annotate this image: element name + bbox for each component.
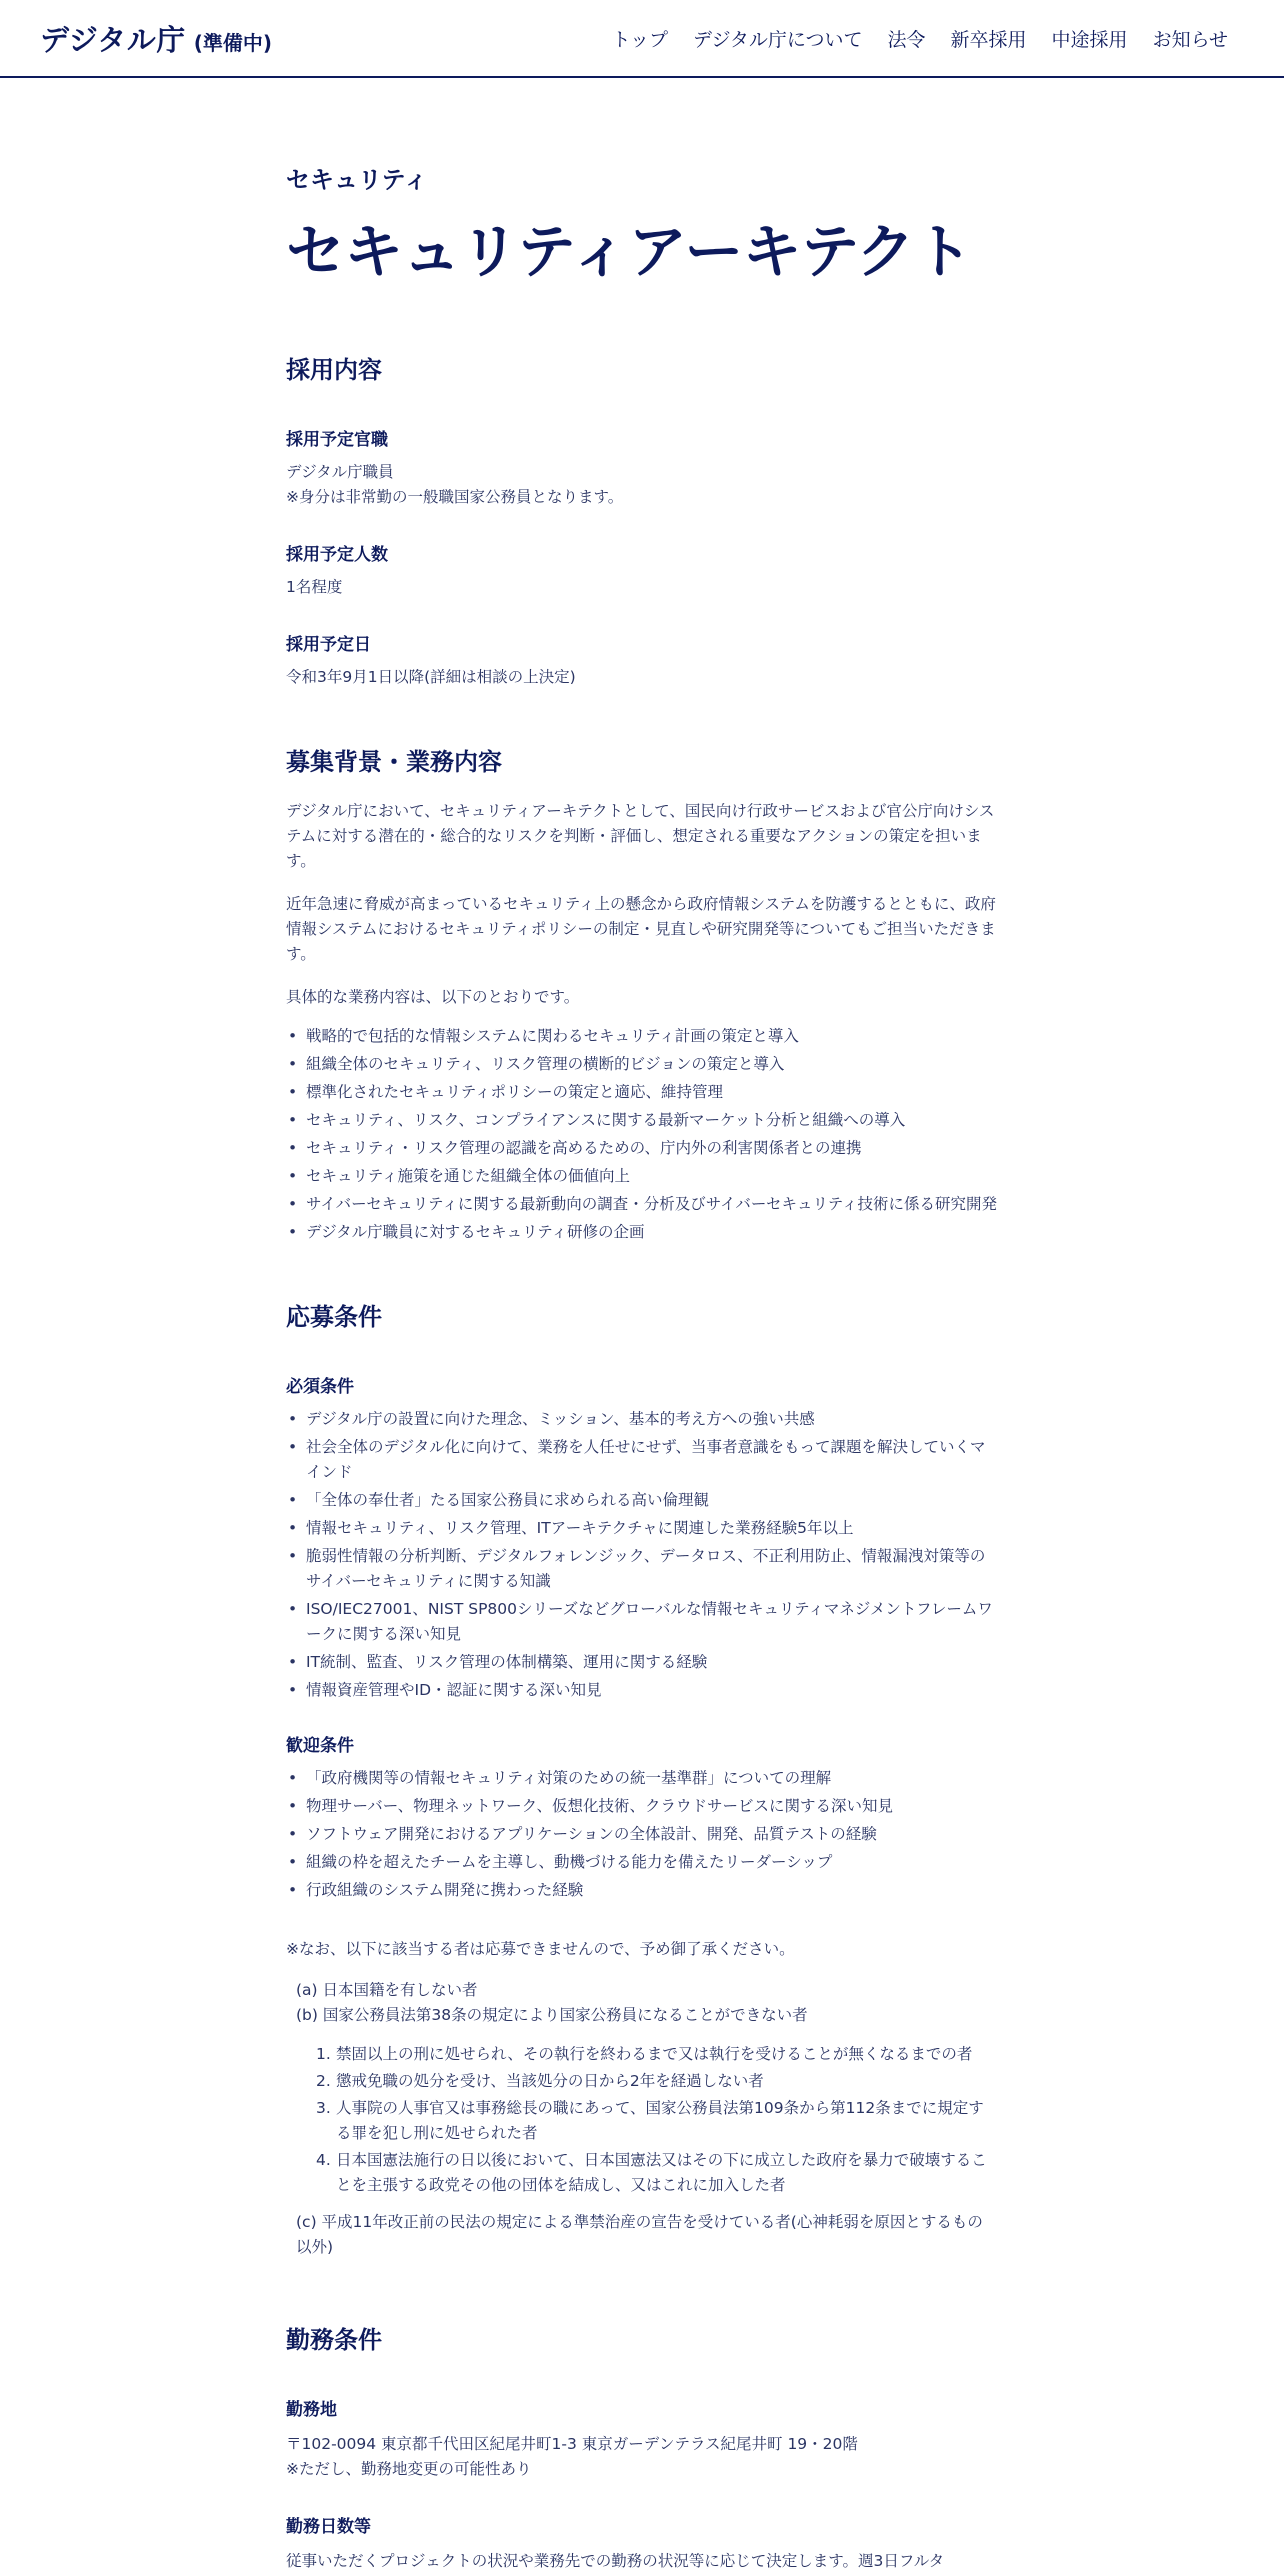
list-item: • 情報セキュリティ、リスク管理、ITアーキテクチャに関連した業務経験5年以上 [286, 1516, 998, 1541]
position-label: 採用予定官職 [286, 429, 388, 450]
list-item: • サイバーセキュリティに関する最新動向の調査・分析及びサイバーセキュリティ技術に係る研究開発 [286, 1192, 998, 1217]
list-item: • 行政組織のシステム開発に携わった経験 [286, 1878, 998, 1903]
position-line: ※身分は非常勤の一般職国家公務員となります。 [286, 487, 624, 506]
disqualification-list [286, 1978, 998, 2028]
date-value: 令和3年9月1日以降(詳細は相談の上決定) [286, 667, 576, 686]
list-item: • 情報資産管理やID・認証に関する深い知見 [286, 1678, 998, 1703]
logo-text: デジタル庁 [40, 22, 186, 57]
list-item: • 戦略的で包括的な情報システムに関わるセキュリティ計画の策定と導入 [286, 1024, 998, 1049]
nav-mid-career[interactable]: 中途採用 [1051, 28, 1128, 51]
section-heading-conditions: 勤務条件 [286, 2325, 382, 2354]
background-paragraph: 近年急速に脅威が高まっているセキュリティ上の懸念から政府情報システムを防護するとともに、政府情報システムにおけるセキュリティポリシーの制定・見直しや研究開発等についてもご担当いただきます。 [286, 894, 996, 963]
list-item: • 「政府機関等の情報セキュリティ対策のための統一基準群」についての理解 [286, 1766, 998, 1791]
list-item: • 「全体の奉仕者」たる国家公務員に求められる高い倫理観 [286, 1488, 998, 1513]
main-content [286, 160, 998, 2574]
list-item: • ソフトウェア開発におけるアプリケーションの全体設計、開発、品質テストの経験 [286, 1822, 998, 1847]
nav-new-grad[interactable]: 新卒採用 [950, 28, 1027, 51]
disqualification-c: (c) 平成11年改正前の民法の規定による準禁治産の宣告を受けている者(心神耗弱を原因とするもの以外) [296, 2212, 983, 2256]
required-list [286, 1407, 998, 1703]
site-header [0, 0, 1284, 78]
nav-about[interactable]: デジタル庁について [693, 28, 863, 51]
list-item [316, 2148, 998, 2198]
location-line: ※ただし、勤務地変更の可能性あり [286, 2459, 532, 2478]
disqualification-note: ※なお、以下に該当する者は応募できませんので、予め御了承ください。 [286, 1939, 795, 1958]
position-line: デジタル庁職員 [286, 462, 394, 481]
list-item: • 組織全体のセキュリティ、リスク管理の横断的ビジョンの策定と導入 [286, 1052, 998, 1077]
list-item: • 物理サーバー、物理ネットワーク、仮想化技術、クラウドサービスに関する深い知見 [286, 1794, 998, 1819]
count-value: 1名程度 [286, 577, 343, 596]
site-logo[interactable] [40, 18, 272, 59]
background-paragraph: デジタル庁において、セキュリティアーキテクトとして、国民向け行政サービスおよび官公庁向けシステムに対する潜在的・総合的なリスクを判断・評価し、想定される重要なアクションの策定を担います。 [286, 801, 995, 870]
section-heading-recruitment: 採用内容 [286, 355, 382, 384]
list-item [316, 2042, 998, 2067]
list-item: • 社会全体のデジタル化に向けて、業務を人任せにせず、当事者意識をもって課題を解決していくマインド [286, 1435, 998, 1485]
list-item: • セキュリティ・リスク管理の認識を高めるための、庁内外の利害関係者との連携 [286, 1136, 998, 1161]
location-label: 勤務地 [286, 2399, 337, 2420]
welcome-list [286, 1766, 998, 1903]
required-label: 必須条件 [286, 1376, 354, 1397]
location-line: 〒102-0094 東京都千代田区紀尾井町1-3 東京ガーデンテラス紀尾井町 19・20階 [286, 2434, 858, 2453]
welcome-label: 歓迎条件 [286, 1735, 354, 1756]
position-value [286, 460, 998, 510]
list-item: • IT統制、監査、リスク管理の体制構築、運用に関する経験 [286, 1650, 998, 1675]
list-item [316, 2069, 998, 2094]
disqualification-b: (b) 国家公務員法第38条の規定により国家公務員になることができない者 [296, 2005, 808, 2024]
list-item: • セキュリティ、リスク、コンプライアンスに関する最新マーケット分析と組織への導入 [286, 1108, 998, 1133]
nav-news[interactable]: お知らせ [1152, 28, 1228, 51]
item-number: 4. [316, 2150, 331, 2169]
list-item [316, 2096, 998, 2146]
logo-subtext: (準備中) [193, 30, 273, 55]
list-item: • デジタル庁の設置に向けた理念、ミッション、基本的考え方への強い共感 [286, 1407, 998, 1432]
item-text: 日本国憲法施行の日以後において、日本国憲法又はその下に成立した政府を暴力で破壊することを主張する政党その他の団体を結成し、又はこれに加入した者 [336, 2150, 987, 2194]
job-category: セキュリティ [286, 166, 428, 194]
nav-top[interactable]: トップ [611, 28, 669, 51]
work-days-label: 勤務日数等 [286, 2516, 371, 2537]
count-label: 採用予定人数 [286, 544, 388, 565]
list-item: • デジタル庁職員に対するセキュリティ研修の企画 [286, 1220, 998, 1245]
work-days-value: 従事いただくプロジェクトの状況や業務先での勤務の状況等に応じて決定します。週3日フルタ [286, 2551, 945, 2570]
main-nav [587, 25, 1228, 52]
item-text: 禁固以上の刑に処せられ、その執行を終わるまで又は執行を受けることが無くなるまでの者 [336, 2044, 973, 2063]
disqualification-a: (a) 日本国籍を有しない者 [296, 1980, 478, 1999]
date-label: 採用予定日 [286, 634, 371, 655]
item-text: 人事院の人事官又は事務総長の職にあって、国家公務員法第109条から第112条までに規定する罪を犯し刑に処せられた者 [336, 2098, 984, 2142]
list-item: • ISO/IEC27001、NIST SP800シリーズなどグローバルな情報セキュリティマネジメントフレームワークに関する深い知見 [286, 1597, 998, 1647]
page-title: セキュリティアーキテクト [286, 217, 972, 286]
item-text: 懲戒免職の処分を受け、当該処分の日から2年を経過しない者 [336, 2071, 764, 2090]
item-number: 1. [316, 2044, 331, 2063]
background-paragraph: 具体的な業務内容は、以下のとおりです。 [286, 987, 580, 1006]
list-item: • 脆弱性情報の分析判断、デジタルフォレンジック、データロス、不正利用防止、情報漏洩対策等のサイバーセキュリティに関する知識 [286, 1544, 998, 1594]
list-item: • 組織の枠を超えたチームを主導し、動機づける能力を備えたリーダーシップ [286, 1850, 998, 1875]
list-item: • 標準化されたセキュリティポリシーの策定と適応、維持管理 [286, 1080, 998, 1105]
list-item: • セキュリティ施策を通じた組織全体の価値向上 [286, 1164, 998, 1189]
section-heading-background: 募集背景・業務内容 [286, 747, 502, 776]
item-number: 2. [316, 2071, 331, 2090]
item-number: 3. [316, 2098, 331, 2117]
nav-laws[interactable]: 法令 [887, 28, 926, 51]
location-value [286, 2432, 998, 2482]
section-heading-requirements: 応募条件 [286, 1302, 382, 1331]
task-list [286, 1024, 998, 1245]
disqualification-b-list [316, 2042, 998, 2198]
